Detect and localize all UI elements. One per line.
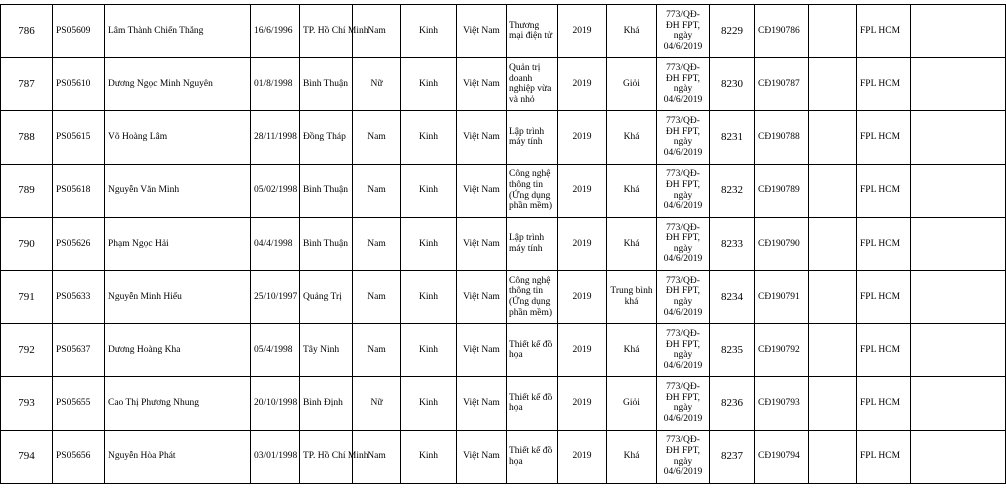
birth-date-cell: 05/4/1998 (251, 324, 300, 377)
nationality-cell: Việt Nam (457, 430, 507, 483)
empty-cell (911, 5, 1006, 58)
nationality-cell: Việt Nam (457, 377, 507, 430)
nationality-cell: Việt Nam (457, 5, 507, 58)
birthplace-cell: TP. Hồ Chí Minh (300, 430, 353, 483)
decision-cell: 773/QĐ-ĐH FPT, ngày 04/6/2019 (657, 5, 710, 58)
certificate-number-cell: CĐ190792 (755, 324, 809, 377)
name-cell: Nguyễn Văn Minh (105, 164, 251, 217)
major-cell: Thương mại điện tử (507, 5, 558, 58)
birthplace-cell: Đồng Tháp (300, 111, 353, 164)
empty-cell (911, 377, 1006, 430)
ethnicity-cell: Kinh (401, 430, 457, 483)
birth-date-cell: 20/10/1998 (251, 377, 300, 430)
student-id-cell: PS05655 (53, 377, 105, 430)
table-row (1, 5, 1006, 58)
gender-cell: Nữ (353, 58, 401, 111)
birthplace-cell: Bình Thuận (300, 58, 353, 111)
student-id-cell: PS05633 (53, 270, 105, 323)
ethnicity-cell: Kinh (401, 5, 457, 58)
graduation-year-cell: 2019 (558, 58, 607, 111)
serial-number-cell: 8234 (710, 270, 755, 323)
major-cell: Lập trình máy tính (507, 111, 558, 164)
table-row (1, 58, 1006, 111)
certificate-number-cell: CĐ190786 (755, 5, 809, 58)
major-cell: Thiết kế đồ họa (507, 324, 558, 377)
ethnicity-cell: Kinh (401, 111, 457, 164)
birthplace-cell: Tây Ninh (300, 324, 353, 377)
stt-cell: 791 (1, 270, 53, 323)
rank-cell: Khá (607, 430, 657, 483)
birth-date-cell: 16/6/1996 (251, 5, 300, 58)
serial-number-cell: 8237 (710, 430, 755, 483)
ethnicity-cell: Kinh (401, 164, 457, 217)
stt-cell: 794 (1, 430, 53, 483)
decision-cell: 773/QĐ-ĐH FPT, ngày 04/6/2019 (657, 111, 710, 164)
name-cell: Cao Thị Phương Nhung (105, 377, 251, 430)
serial-number-cell: 8230 (710, 58, 755, 111)
name-cell: Nguyễn Hòa Phát (105, 430, 251, 483)
ethnicity-cell: Kinh (401, 324, 457, 377)
birth-date-cell: 28/11/1998 (251, 111, 300, 164)
table-row (1, 164, 1006, 217)
note-cell (809, 5, 857, 58)
campus-cell: FPL HCM (857, 217, 911, 270)
rank-cell: Khá (607, 164, 657, 217)
gender-cell: Nam (353, 164, 401, 217)
note-cell (809, 111, 857, 164)
name-cell: Dương Hoàng Kha (105, 324, 251, 377)
table-row (1, 430, 1006, 483)
birth-date-cell: 25/10/1997 (251, 270, 300, 323)
name-cell: Võ Hoàng Lâm (105, 111, 251, 164)
campus-cell: FPL HCM (857, 58, 911, 111)
major-cell: Quản trị doanh nghiệp vừa và nhỏ (507, 58, 558, 111)
birthplace-cell: Bình Định (300, 377, 353, 430)
stt-cell: 787 (1, 58, 53, 111)
student-id-cell: PS05609 (53, 5, 105, 58)
birthplace-cell: Bình Thuận (300, 217, 353, 270)
note-cell (809, 377, 857, 430)
certificate-number-cell: CĐ190789 (755, 164, 809, 217)
stt-cell: 792 (1, 324, 53, 377)
ethnicity-cell: Kinh (401, 217, 457, 270)
serial-number-cell: 8232 (710, 164, 755, 217)
birthplace-cell: Bình Thuận (300, 164, 353, 217)
stt-cell: 788 (1, 111, 53, 164)
decision-cell: 773/QĐ-ĐH FPT, ngày 04/6/2019 (657, 377, 710, 430)
student-id-cell: PS05610 (53, 58, 105, 111)
certificate-number-cell: CĐ190793 (755, 377, 809, 430)
graduation-year-cell: 2019 (558, 430, 607, 483)
certificate-number-cell: CĐ190788 (755, 111, 809, 164)
rank-cell: Giỏi (607, 58, 657, 111)
name-cell: Lâm Thành Chiến Thắng (105, 5, 251, 58)
student-id-cell: PS05618 (53, 164, 105, 217)
decision-cell: 773/QĐ-ĐH FPT, ngày 04/6/2019 (657, 58, 710, 111)
empty-cell (911, 111, 1006, 164)
rank-cell: Trung bình khá (607, 270, 657, 323)
student-id-cell: PS05626 (53, 217, 105, 270)
ethnicity-cell: Kinh (401, 270, 457, 323)
stt-cell: 793 (1, 377, 53, 430)
graduation-year-cell: 2019 (558, 5, 607, 58)
note-cell (809, 324, 857, 377)
ethnicity-cell: Kinh (401, 58, 457, 111)
note-cell (809, 270, 857, 323)
nationality-cell: Việt Nam (457, 111, 507, 164)
decision-cell: 773/QĐ-ĐH FPT, ngày 04/6/2019 (657, 164, 710, 217)
nationality-cell: Việt Nam (457, 164, 507, 217)
decision-cell: 773/QĐ-ĐH FPT, ngày 04/6/2019 (657, 217, 710, 270)
table-row (1, 270, 1006, 323)
table-row (1, 324, 1006, 377)
gender-cell: Nam (353, 5, 401, 58)
rank-cell: Giỏi (607, 377, 657, 430)
certificate-number-cell: CĐ190794 (755, 430, 809, 483)
serial-number-cell: 8236 (710, 377, 755, 430)
serial-number-cell: 8231 (710, 111, 755, 164)
birth-date-cell: 01/8/1998 (251, 58, 300, 111)
rank-cell: Khá (607, 111, 657, 164)
rank-cell: Khá (607, 5, 657, 58)
major-cell: Thiết kế đồ họa (507, 430, 558, 483)
graduation-year-cell: 2019 (558, 164, 607, 217)
empty-cell (911, 58, 1006, 111)
rank-cell: Khá (607, 217, 657, 270)
nationality-cell: Việt Nam (457, 324, 507, 377)
name-cell: Dương Ngọc Minh Nguyên (105, 58, 251, 111)
empty-cell (911, 430, 1006, 483)
gender-cell: Nữ (353, 377, 401, 430)
decision-cell: 773/QĐ-ĐH FPT, ngày 04/6/2019 (657, 270, 710, 323)
student-id-cell: PS05656 (53, 430, 105, 483)
nationality-cell: Việt Nam (457, 217, 507, 270)
campus-cell: FPL HCM (857, 324, 911, 377)
note-cell (809, 430, 857, 483)
student-id-cell: PS05615 (53, 111, 105, 164)
table-row (1, 111, 1006, 164)
nationality-cell: Việt Nam (457, 58, 507, 111)
campus-cell: FPL HCM (857, 377, 911, 430)
name-cell: Phạm Ngọc Hải (105, 217, 251, 270)
name-cell: Nguyễn Minh Hiếu (105, 270, 251, 323)
graduation-year-cell: 2019 (558, 111, 607, 164)
stt-cell: 786 (1, 5, 53, 58)
gender-cell: Nam (353, 430, 401, 483)
major-cell: Công nghệ thông tin (Ứng dụng phần mềm) (507, 270, 558, 323)
gender-cell: Nam (353, 324, 401, 377)
gender-cell: Nam (353, 270, 401, 323)
serial-number-cell: 8235 (710, 324, 755, 377)
empty-cell (911, 164, 1006, 217)
stt-cell: 789 (1, 164, 53, 217)
rank-cell: Khá (607, 324, 657, 377)
birth-date-cell: 03/01/1998 (251, 430, 300, 483)
serial-number-cell: 8229 (710, 5, 755, 58)
student-id-cell: PS05637 (53, 324, 105, 377)
graduation-year-cell: 2019 (558, 217, 607, 270)
birth-date-cell: 04/4/1998 (251, 217, 300, 270)
campus-cell: FPL HCM (857, 5, 911, 58)
decision-cell: 773/QĐ-ĐH FPT, ngày 04/6/2019 (657, 430, 710, 483)
birth-date-cell: 05/02/1998 (251, 164, 300, 217)
major-cell: Thiết kế đồ họa (507, 377, 558, 430)
nationality-cell: Việt Nam (457, 270, 507, 323)
major-cell: Lập trình máy tính (507, 217, 558, 270)
empty-cell (911, 324, 1006, 377)
graduation-year-cell: 2019 (558, 270, 607, 323)
ethnicity-cell: Kinh (401, 377, 457, 430)
table-row (1, 377, 1006, 430)
empty-cell (911, 217, 1006, 270)
gender-cell: Nam (353, 111, 401, 164)
stt-cell: 790 (1, 217, 53, 270)
graduates-table (0, 4, 1006, 484)
certificate-number-cell: CĐ190791 (755, 270, 809, 323)
birthplace-cell: Quảng Trị (300, 270, 353, 323)
note-cell (809, 164, 857, 217)
graduation-year-cell: 2019 (558, 377, 607, 430)
table-row (1, 217, 1006, 270)
note-cell (809, 217, 857, 270)
serial-number-cell: 8233 (710, 217, 755, 270)
certificate-number-cell: CĐ190790 (755, 217, 809, 270)
decision-cell: 773/QĐ-ĐH FPT, ngày 04/6/2019 (657, 324, 710, 377)
birthplace-cell: TP. Hồ Chí Minh (300, 5, 353, 58)
note-cell (809, 58, 857, 111)
empty-cell (911, 270, 1006, 323)
gender-cell: Nam (353, 217, 401, 270)
campus-cell: FPL HCM (857, 430, 911, 483)
certificate-number-cell: CĐ190787 (755, 58, 809, 111)
major-cell: Công nghệ thông tin (Ứng dụng phần mềm) (507, 164, 558, 217)
campus-cell: FPL HCM (857, 270, 911, 323)
campus-cell: FPL HCM (857, 164, 911, 217)
graduation-year-cell: 2019 (558, 324, 607, 377)
campus-cell: FPL HCM (857, 111, 911, 164)
